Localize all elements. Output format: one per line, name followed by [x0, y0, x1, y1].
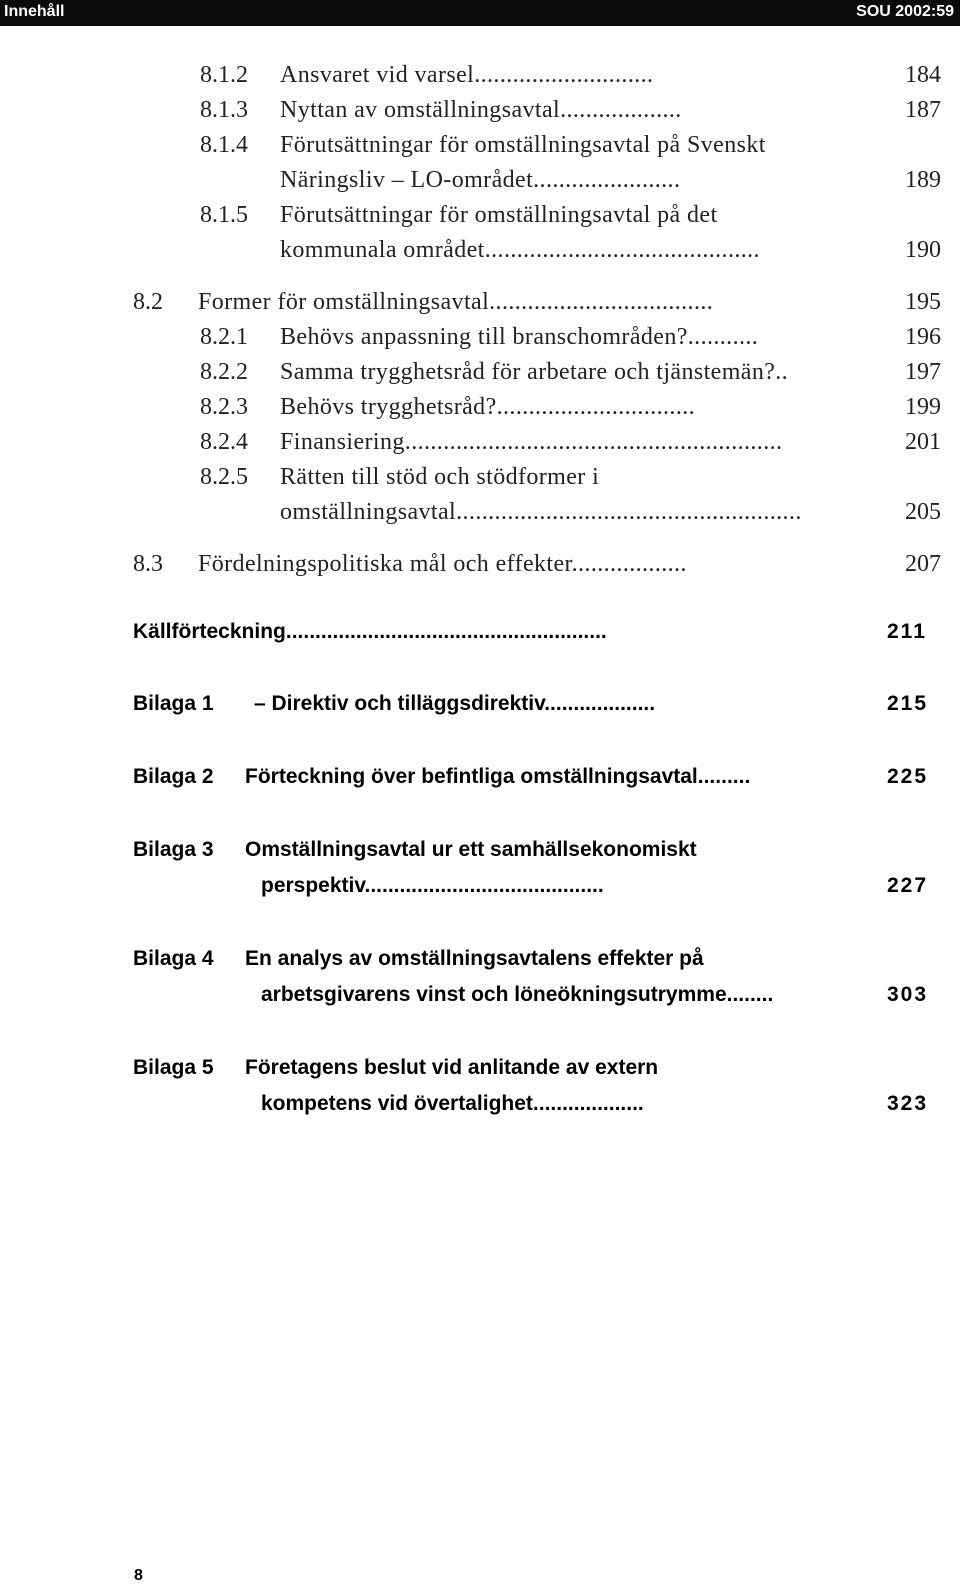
- toc-number: 8.2.3: [200, 394, 248, 420]
- toc-number: 8.2.5: [200, 464, 248, 490]
- toc-entry-8-2-3[interactable]: [200, 394, 945, 421]
- toc-entry-8-1-5[interactable]: [200, 202, 945, 229]
- toc-entry-8-1-5-continued[interactable]: [280, 237, 945, 264]
- running-header: [0, 0, 960, 26]
- toc-page: 184: [905, 62, 941, 88]
- toc-title-continued: Näringsliv – LO-området.......................: [280, 167, 681, 193]
- toc-title: Rätten till stöd och stödformer i: [280, 464, 600, 490]
- toc-title: Förutsättningar för omställningsavtal på det: [280, 202, 718, 228]
- toc-page: 227: [887, 874, 929, 897]
- toc-title: Finansiering...........................................................: [280, 429, 783, 455]
- toc-title: Behövs anpassning till branschområden?...........: [280, 324, 759, 350]
- toc-number: 8.2.1: [200, 324, 248, 350]
- toc-entry-8-1-4-continued[interactable]: [280, 167, 945, 194]
- toc-title-continued: perspektiv.........................................: [261, 874, 604, 897]
- toc-entry-bilaga-1[interactable]: [133, 692, 945, 716]
- toc-title: Samma trygghetsråd för arbetare och tjänstemän?..: [280, 359, 789, 385]
- toc-title: Nyttan av omställningsavtal...................: [280, 97, 682, 123]
- toc-entry-bilaga-4[interactable]: [133, 947, 945, 971]
- toc-number: Bilaga 4: [133, 947, 214, 970]
- toc-page: 207: [905, 551, 941, 577]
- toc-entry-bilaga-4-continued[interactable]: [261, 983, 945, 1007]
- toc-entry-8-1-4[interactable]: [200, 132, 945, 159]
- toc-number: Bilaga 2: [133, 765, 214, 788]
- toc-page: 187: [905, 97, 941, 123]
- toc-entry-8-2-5[interactable]: [200, 464, 945, 491]
- toc-page: 199: [905, 394, 941, 420]
- toc-title: Former för omställningsavtal...................................: [198, 289, 714, 315]
- toc-number: 8.2: [133, 289, 163, 315]
- toc-number: 8.2.4: [200, 429, 248, 455]
- toc-entry-8-2-5-continued[interactable]: [280, 499, 945, 526]
- toc-page: 303: [887, 983, 929, 1006]
- toc-page: 323: [887, 1092, 929, 1115]
- toc-number: Bilaga 1: [133, 692, 214, 715]
- toc-page: 201: [905, 429, 941, 455]
- toc-entry-8-3[interactable]: [133, 551, 945, 578]
- toc-number: Bilaga 5: [133, 1056, 214, 1079]
- toc-title-continued: kommunala området...........................................: [280, 237, 760, 263]
- toc-entry-bilaga-3-continued[interactable]: [261, 874, 945, 898]
- toc-number: 8.1.2: [200, 62, 248, 88]
- toc-title: En analys av omställningsavtalens effekter på: [245, 947, 704, 970]
- toc-page: 196: [905, 324, 941, 350]
- toc-title: Förutsättningar för omställningsavtal på Svenskt: [280, 132, 766, 158]
- toc-title-continued: arbetsgivarens vinst och löneökningsutrymme........: [261, 983, 774, 1006]
- toc-entry-8-2-4[interactable]: [200, 429, 945, 456]
- toc-title: Ansvaret vid varsel............................: [280, 62, 654, 88]
- toc-title-continued: kompetens vid övertalighet...................: [261, 1092, 644, 1115]
- toc-number: 8.2.2: [200, 359, 248, 385]
- toc-title: – Direktiv och tilläggsdirektiv...................: [254, 692, 656, 715]
- toc-page: 189: [905, 167, 941, 193]
- toc-title: Företagens beslut vid anlitande av extern: [245, 1056, 659, 1079]
- toc-page: 205: [905, 499, 941, 525]
- toc-page: 197: [905, 359, 941, 385]
- toc-number: 8.1.5: [200, 202, 248, 228]
- toc-page: 190: [905, 237, 941, 263]
- toc-entry-bilaga-3[interactable]: [133, 838, 945, 862]
- toc-title: Behövs trygghetsråd?...............................: [280, 394, 696, 420]
- toc-title: Omställningsavtal ur ett samhällsekonomiskt: [245, 838, 697, 861]
- toc-page: 215: [887, 692, 929, 715]
- toc-entry-8-1-3[interactable]: [200, 97, 945, 124]
- toc-entry-8-2-2[interactable]: [200, 359, 945, 386]
- toc-number: 8.1.4: [200, 132, 248, 158]
- toc-entry-bilaga-2[interactable]: [133, 765, 945, 789]
- section-name: Innehåll: [4, 3, 65, 20]
- toc-page: 211: [887, 620, 927, 643]
- toc-title: Förteckning över befintliga omställningsavtal.........: [245, 765, 751, 788]
- toc-title: Fördelningspolitiska mål och effekter..................: [198, 551, 687, 577]
- toc-number: Bilaga 3: [133, 838, 214, 861]
- toc-number: 8.3: [133, 551, 163, 577]
- toc-entry-8-1-2[interactable]: [200, 62, 945, 89]
- toc-entry-8-2-1[interactable]: [200, 324, 945, 351]
- toc-entry-bilaga-5-continued[interactable]: [261, 1092, 945, 1116]
- toc-entry-bilaga-5[interactable]: [133, 1056, 945, 1080]
- toc-number: 8.1.3: [200, 97, 248, 123]
- toc-page: 195: [905, 289, 941, 315]
- toc-entry-kallforteckning[interactable]: [133, 620, 945, 644]
- page-number: 8: [134, 1567, 143, 1584]
- toc-title-continued: omställningsavtal......................................................: [280, 499, 802, 525]
- document-id: SOU 2002:59: [856, 3, 954, 20]
- toc-title: Källförteckning.......................................................: [133, 620, 607, 643]
- toc-page: 225: [887, 765, 929, 788]
- toc-entry-8-2[interactable]: [133, 289, 945, 316]
